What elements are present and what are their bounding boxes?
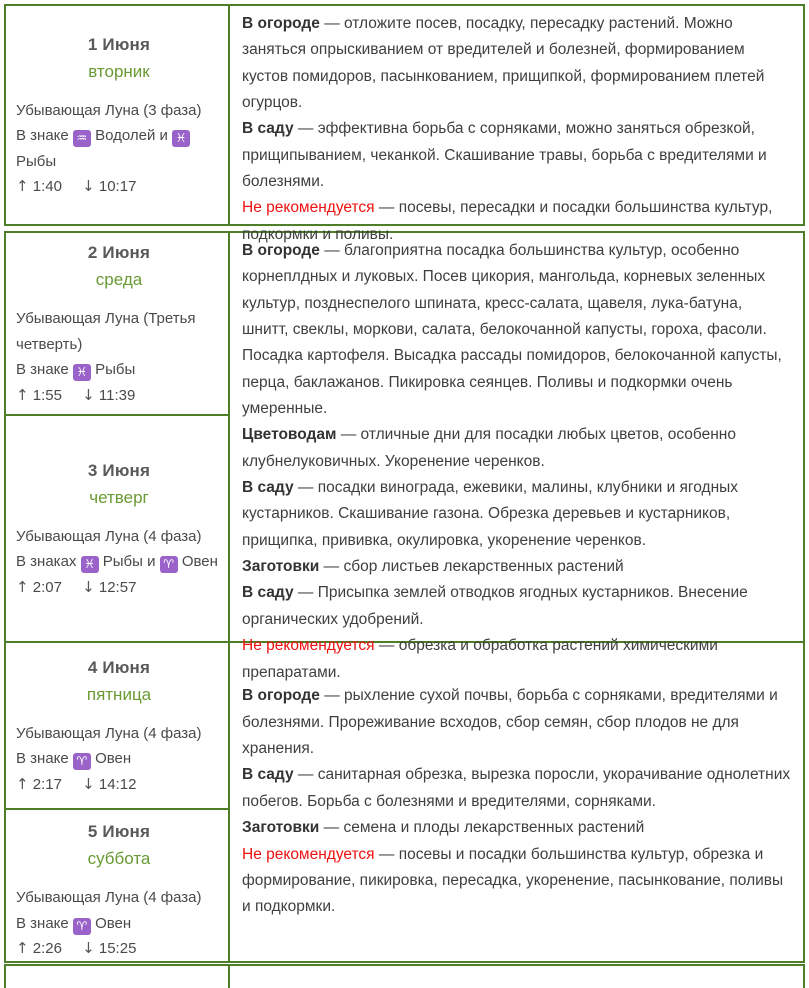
advice-text: — посевы, пересадки и посадки большинства культур, подкормки и поливы.: [242, 199, 773, 243]
day-date: 4 Июня: [87, 657, 151, 677]
day-weekday: среда: [95, 270, 143, 289]
zodiac-line: [16, 911, 222, 937]
moon-times: [16, 575, 222, 601]
zodiac-line: [16, 746, 222, 772]
zodiac-name: Рыбы: [95, 361, 136, 378]
zodiac-name: Овен: [95, 914, 132, 932]
pisces-icon: ♓: [172, 130, 190, 147]
advice-lead: В огороде: [242, 687, 320, 705]
zodiac-join: и: [147, 553, 156, 571]
zodiac-prefix: В знаках: [16, 553, 77, 571]
moon-phase: Убывающая Луна (4 фаза): [16, 889, 202, 906]
advice-column: [230, 6, 803, 243]
aries-icon: ♈: [73, 918, 91, 935]
moon-times: [16, 174, 222, 200]
moonset-time: 14:12: [98, 775, 137, 793]
moon-info: [16, 98, 222, 200]
advice-item: [242, 762, 791, 815]
date-column: [6, 6, 230, 224]
advice-lead-warning: Не рекомендуется: [242, 199, 375, 217]
moonrise-time: 2:07: [32, 578, 62, 596]
moonrise-time: 2:17: [32, 775, 62, 793]
zodiac-name: Водолей: [95, 127, 156, 144]
zodiac-prefix: В знаке: [16, 750, 69, 768]
zodiac-name: Рыбы: [16, 152, 57, 170]
advice-text: — семена и плоды лекарственных растений: [323, 819, 645, 837]
moonset-time: 11:39: [98, 386, 136, 404]
day-weekday: суббота: [87, 849, 151, 868]
advice-text: — эффективна борьба с сорняками, можно заняться обрезкой, прищипыванием, чеканкой. Скашивание травы, борьба с вредителями и болезнями.: [242, 120, 767, 191]
zodiac-name: Овен: [95, 750, 132, 768]
day-cell-june-3: [6, 414, 228, 641]
pisces-icon: ♓: [73, 364, 91, 381]
day-weekday: четверг: [89, 487, 149, 507]
zodiac-join: и: [159, 127, 168, 144]
advice-item: [242, 580, 791, 633]
aquarius-icon: ♒: [73, 130, 91, 147]
advice-item: [242, 815, 791, 841]
zodiac-prefix: В знаке: [16, 361, 69, 378]
day-date: 1 Июня: [87, 34, 151, 54]
moon-phase: Убывающая Луна (Третья четверть): [16, 310, 196, 353]
day-date: 2 Июня: [87, 243, 151, 262]
moonset-icon: ↓: [82, 774, 95, 793]
advice-item: [242, 116, 791, 195]
pisces-icon: ♓: [81, 556, 99, 573]
lunar-calendar: [4, 4, 805, 988]
day-cell-june-5: [6, 808, 228, 970]
moonset-time: 10:17: [98, 178, 137, 195]
moonset-icon: ↓: [82, 177, 95, 195]
zodiac-line: [16, 123, 222, 174]
zodiac-prefix: В знаке: [16, 914, 69, 932]
moonrise-icon: ↑: [16, 939, 29, 957]
day-date: 3 Июня: [87, 460, 151, 480]
advice-item: [242, 238, 791, 422]
zodiac-prefix: В знаке: [16, 127, 69, 144]
moon-info: [16, 306, 222, 408]
advice-lead: В саду: [242, 766, 294, 784]
advice-item: [242, 683, 791, 762]
date-column: [6, 233, 230, 641]
day-block-june-4-5: [4, 641, 805, 963]
advice-text: — санитарная обрезка, вырезка поросли, укорачивание однолетних побегов. Борьба с болезнями и вредителями, сорняками.: [242, 766, 791, 810]
day-weekday: вторник: [88, 61, 150, 81]
moonset-time: 12:57: [98, 578, 137, 596]
advice-text: — отличные дни для посадки любых цветов, особенно клубнелуковичных. Укоренение черенков.: [242, 426, 736, 470]
advice-text: — Присыпка землей отводков ягодных кустарников. Внесение органических удобрений.: [242, 584, 748, 628]
moonrise-icon: ↑: [16, 774, 29, 793]
zodiac-name: Рыбы: [102, 553, 143, 571]
advice-text: — сбор листьев лекарственных растений: [323, 558, 624, 576]
advice-lead-warning: Не рекомендуется: [242, 845, 375, 863]
date-column: [6, 643, 230, 961]
moonset-icon: ↓: [82, 939, 95, 957]
moon-times: [16, 383, 222, 409]
day-cell-june-4: [6, 643, 228, 808]
advice-text: — обрезка и обработка растений химическими препаратами.: [242, 637, 718, 681]
advice-column: [230, 643, 803, 961]
advice-lead: В огороде: [242, 15, 320, 32]
advice-lead: Заготовки: [242, 819, 320, 837]
moonrise-icon: ↑: [16, 385, 29, 404]
moon-phase: Убывающая Луна (4 фаза): [16, 724, 202, 742]
zodiac-line: [16, 549, 222, 575]
zodiac-name: Овен: [181, 553, 218, 571]
advice-lead: В саду: [242, 479, 294, 497]
moonrise-icon: ↑: [16, 577, 29, 596]
advice-item: [242, 475, 791, 554]
moonrise-icon: ↑: [16, 177, 29, 195]
moon-info: [16, 721, 222, 798]
moon-times: [16, 772, 222, 798]
zodiac-line: [16, 357, 222, 383]
aries-icon: ♈: [160, 556, 178, 573]
moonset-icon: ↓: [82, 385, 95, 404]
advice-lead: В саду: [242, 120, 294, 138]
day-cell-june-1: [6, 6, 228, 224]
advice-lead: Цветоводам: [242, 426, 337, 444]
moon-times: [16, 936, 222, 962]
advice-text: — благоприятна посадка большинства культур, особенно корнеплдных и луковых. Посев цикория, мангольда, корневых зеленных культур, позднеспелого шпината, кресс-салата, щавеля, лука-батуна, шнитт, свеклы, моркови, салата, белокочанной капусты, гороха, фасоли. Посадка картофеля. Высадка рассады помидоров, белокочанной капусты, перца, баклажанов. Пикировка сеянцев. Поливы и подкормки очень умеренные.: [242, 242, 782, 418]
moonset-icon: ↓: [82, 577, 95, 596]
moonrise-time: 2:26: [32, 940, 62, 957]
advice-text: — рыхление сухой почвы, борьба с сорняками, вредителями и болезнями. Прореживание всходов, сбор семян, сбор плодов не для хранения.: [242, 687, 778, 758]
day-weekday: пятница: [86, 684, 152, 704]
moonrise-time: 1:55: [32, 386, 62, 404]
moon-info: [16, 524, 222, 601]
advice-lead-warning: Не рекомендуется: [242, 637, 375, 655]
moon-info: [16, 885, 222, 962]
date-column: [6, 966, 230, 988]
advice-item: [242, 554, 791, 580]
advice-column: [230, 233, 803, 681]
moon-phase: Убывающая Луна (3 фаза): [16, 101, 202, 119]
advice-lead: Заготовки: [242, 558, 320, 576]
moon-phase: Убывающая Луна (4 фаза): [16, 527, 202, 545]
advice-lead: В саду: [242, 584, 294, 602]
day-block-june-1: [4, 4, 805, 243]
advice-text: — посевы и посадки большинства культур, обрезка и формирование, пикировка, пересадка, укоренение, пасынкование, поливы и подкормки.: [242, 845, 784, 916]
advice-item: [242, 422, 791, 475]
advice-text: — отложите посев, посадку, пересадку растений. Можно заняться опрыскиванием от вредителей и болезней, формированием кустов помидоров, пасынкованием, прищипкой, формированием плетей огурцов.: [242, 15, 765, 112]
advice-column: [230, 966, 803, 988]
advice-item: [242, 842, 791, 921]
advice-item: [242, 11, 791, 116]
day-block-next-partial: [4, 964, 805, 988]
moonrise-time: 1:40: [32, 178, 62, 195]
day-cell-june-2: [6, 233, 228, 414]
day-date: 5 Июня: [87, 822, 151, 841]
advice-text: — посадки винограда, ежевики, малины, клубники и ягодных кустарников. Скашивание газона. Обрезка деревьев и кустарников, прищипка, прививка, окулировка, укоренение черенков.: [242, 479, 739, 549]
advice-lead: В огороде: [242, 242, 320, 259]
aries-icon: ♈: [73, 753, 91, 770]
moonset-time: 15:25: [98, 940, 137, 957]
